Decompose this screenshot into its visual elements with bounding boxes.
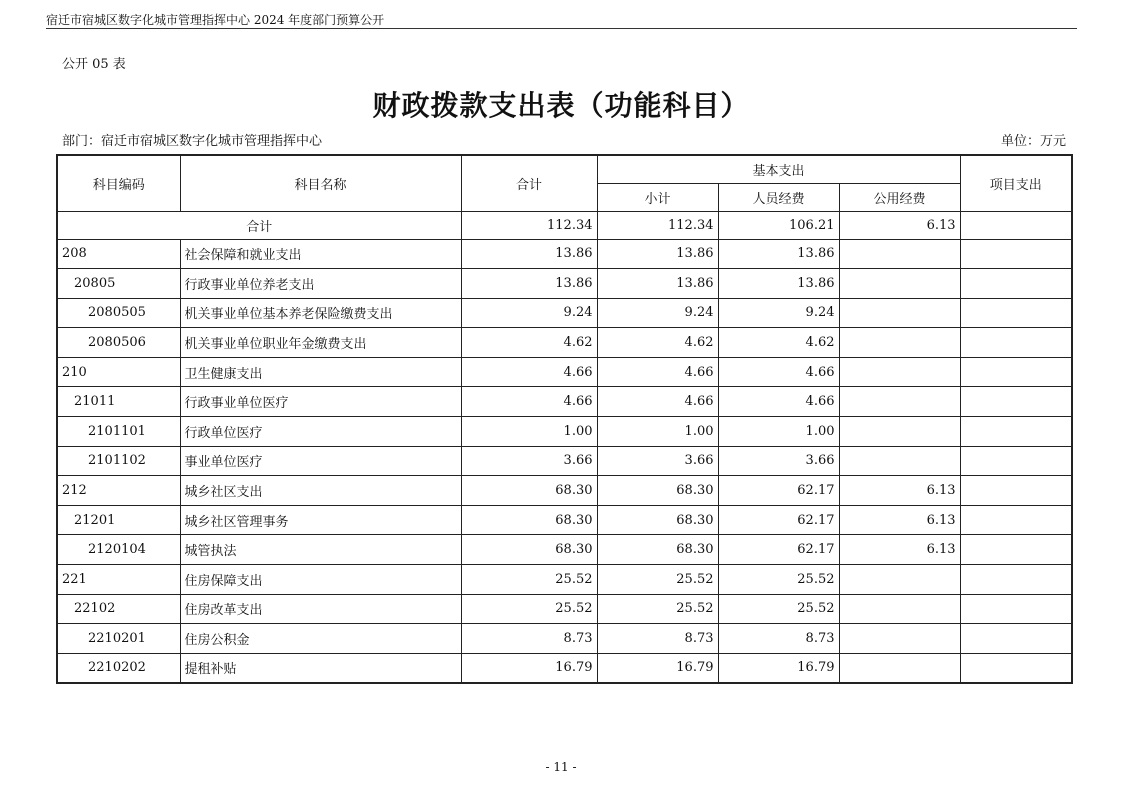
project-cell (960, 653, 1072, 683)
name-cell: 住房保障支出 (180, 565, 461, 595)
name-cell: 机关事业单位职业年金缴费支出 (180, 328, 461, 358)
total-cell: 68.30 (461, 505, 597, 535)
subtotal-cell: 16.79 (597, 653, 718, 683)
header-divider (46, 28, 1077, 29)
table-row (57, 387, 1072, 417)
table-body (57, 211, 1072, 683)
table-row (57, 298, 1072, 328)
personnel-cell: 62.17 (718, 505, 839, 535)
name-cell: 住房改革支出 (180, 594, 461, 624)
subtotal-cell: 68.30 (597, 476, 718, 506)
table-number: 公开 05 表 (62, 57, 126, 72)
total-cell: 68.30 (461, 535, 597, 565)
code-cell: 21201 (57, 505, 180, 535)
subtotal-cell: 4.66 (597, 387, 718, 417)
project-cell (960, 535, 1072, 565)
name-cell: 机关事业单位基本养老保险缴费支出 (180, 298, 461, 328)
code-cell: 2210202 (57, 653, 180, 683)
col-header-total: 合计 (461, 155, 597, 211)
subtotal-cell: 3.66 (597, 446, 718, 476)
personnel-cell: 4.62 (718, 328, 839, 358)
code-cell: 2120104 (57, 535, 180, 565)
public-cell (839, 328, 960, 358)
total-cell: 8.73 (461, 624, 597, 654)
budget-table (56, 154, 1073, 684)
public-cell (839, 624, 960, 654)
public-cell: 6.13 (839, 211, 960, 239)
public-cell (839, 594, 960, 624)
table-row (57, 535, 1072, 565)
public-cell: 6.13 (839, 535, 960, 565)
col-header-personnel: 人员经费 (718, 183, 839, 211)
code-cell: 22102 (57, 594, 180, 624)
name-cell: 城管执法 (180, 535, 461, 565)
code-cell: 2080505 (57, 298, 180, 328)
total-cell: 1.00 (461, 417, 597, 447)
code-cell: 20805 (57, 269, 180, 299)
col-header-project: 项目支出 (960, 155, 1072, 211)
total-cell: 16.79 (461, 653, 597, 683)
page-title: 财政拨款支出表（功能科目） (372, 89, 750, 122)
personnel-cell: 62.17 (718, 476, 839, 506)
public-cell (839, 387, 960, 417)
project-cell (960, 328, 1072, 358)
table-row (57, 565, 1072, 595)
page-number: - 11 - (545, 760, 577, 774)
project-cell (960, 624, 1072, 654)
name-cell: 事业单位医疗 (180, 446, 461, 476)
personnel-cell: 9.24 (718, 298, 839, 328)
total-cell: 9.24 (461, 298, 597, 328)
project-cell (960, 239, 1072, 269)
name-cell: 城乡社区管理事务 (180, 505, 461, 535)
public-cell (839, 298, 960, 328)
total-cell: 13.86 (461, 239, 597, 269)
total-label: 合计 (57, 211, 461, 239)
unit-label: 单位：万元 (1000, 134, 1066, 149)
total-cell: 13.86 (461, 269, 597, 299)
col-header-code: 科目编码 (57, 155, 180, 211)
total-cell: 112.34 (461, 211, 597, 239)
personnel-cell: 1.00 (718, 417, 839, 447)
subtotal-cell: 68.30 (597, 505, 718, 535)
table-row (57, 357, 1072, 387)
table-row (57, 476, 1072, 506)
total-row (57, 211, 1072, 239)
name-cell: 住房公积金 (180, 624, 461, 654)
table-row (57, 505, 1072, 535)
public-cell (839, 653, 960, 683)
personnel-cell: 106.21 (718, 211, 839, 239)
code-cell: 2080506 (57, 328, 180, 358)
personnel-cell: 25.52 (718, 594, 839, 624)
project-cell (960, 505, 1072, 535)
total-cell: 25.52 (461, 594, 597, 624)
public-cell (839, 446, 960, 476)
table-row (57, 269, 1072, 299)
public-cell (839, 357, 960, 387)
subtotal-cell: 8.73 (597, 624, 718, 654)
name-cell: 社会保障和就业支出 (180, 239, 461, 269)
subtotal-cell: 25.52 (597, 594, 718, 624)
code-cell: 2210201 (57, 624, 180, 654)
project-cell (960, 476, 1072, 506)
subtotal-cell: 13.86 (597, 239, 718, 269)
code-cell: 208 (57, 239, 180, 269)
subtotal-cell: 112.34 (597, 211, 718, 239)
public-cell (839, 565, 960, 595)
project-cell (960, 446, 1072, 476)
table-row (57, 594, 1072, 624)
project-cell (960, 269, 1072, 299)
total-cell: 25.52 (461, 565, 597, 595)
project-cell (960, 417, 1072, 447)
code-cell: 210 (57, 357, 180, 387)
subtotal-cell: 9.24 (597, 298, 718, 328)
personnel-cell: 16.79 (718, 653, 839, 683)
personnel-cell: 25.52 (718, 565, 839, 595)
personnel-cell: 4.66 (718, 357, 839, 387)
col-header-name: 科目名称 (180, 155, 461, 211)
personnel-cell: 8.73 (718, 624, 839, 654)
public-cell (839, 417, 960, 447)
project-cell (960, 211, 1072, 239)
total-cell: 4.66 (461, 357, 597, 387)
public-cell (839, 269, 960, 299)
table-row (57, 417, 1072, 447)
subtotal-cell: 4.62 (597, 328, 718, 358)
name-cell: 城乡社区支出 (180, 476, 461, 506)
personnel-cell: 13.86 (718, 269, 839, 299)
code-cell: 2101101 (57, 417, 180, 447)
project-cell (960, 387, 1072, 417)
total-cell: 4.66 (461, 387, 597, 417)
personnel-cell: 62.17 (718, 535, 839, 565)
public-cell: 6.13 (839, 505, 960, 535)
col-header-basic: 基本支出 (597, 155, 960, 183)
table-row (57, 624, 1072, 654)
document-header: 宿迁市宿城区数字化城市管理指挥中心 2024 年度部门预算公开 (46, 13, 385, 27)
subtotal-cell: 68.30 (597, 535, 718, 565)
project-cell (960, 357, 1072, 387)
table-row (57, 328, 1072, 358)
project-cell (960, 594, 1072, 624)
name-cell: 提租补贴 (180, 653, 461, 683)
subtotal-cell: 4.66 (597, 357, 718, 387)
name-cell: 卫生健康支出 (180, 357, 461, 387)
public-cell: 6.13 (839, 476, 960, 506)
personnel-cell: 13.86 (718, 239, 839, 269)
code-cell: 2101102 (57, 446, 180, 476)
total-cell: 3.66 (461, 446, 597, 476)
personnel-cell: 3.66 (718, 446, 839, 476)
code-cell: 221 (57, 565, 180, 595)
name-cell: 行政事业单位医疗 (180, 387, 461, 417)
table-row (57, 446, 1072, 476)
name-cell: 行政事业单位养老支出 (180, 269, 461, 299)
name-cell: 行政单位医疗 (180, 417, 461, 447)
department-label: 部门：宿迁市宿城区数字化城市管理指挥中心 (62, 134, 323, 149)
subtotal-cell: 13.86 (597, 269, 718, 299)
table-row (57, 653, 1072, 683)
code-cell: 21011 (57, 387, 180, 417)
subtotal-cell: 1.00 (597, 417, 718, 447)
project-cell (960, 298, 1072, 328)
public-cell (839, 239, 960, 269)
project-cell (960, 565, 1072, 595)
total-cell: 4.62 (461, 328, 597, 358)
personnel-cell: 4.66 (718, 387, 839, 417)
total-cell: 68.30 (461, 476, 597, 506)
col-header-public: 公用经费 (839, 183, 960, 211)
col-header-subtotal: 小计 (597, 183, 718, 211)
subtotal-cell: 25.52 (597, 565, 718, 595)
code-cell: 212 (57, 476, 180, 506)
table-row (57, 239, 1072, 269)
